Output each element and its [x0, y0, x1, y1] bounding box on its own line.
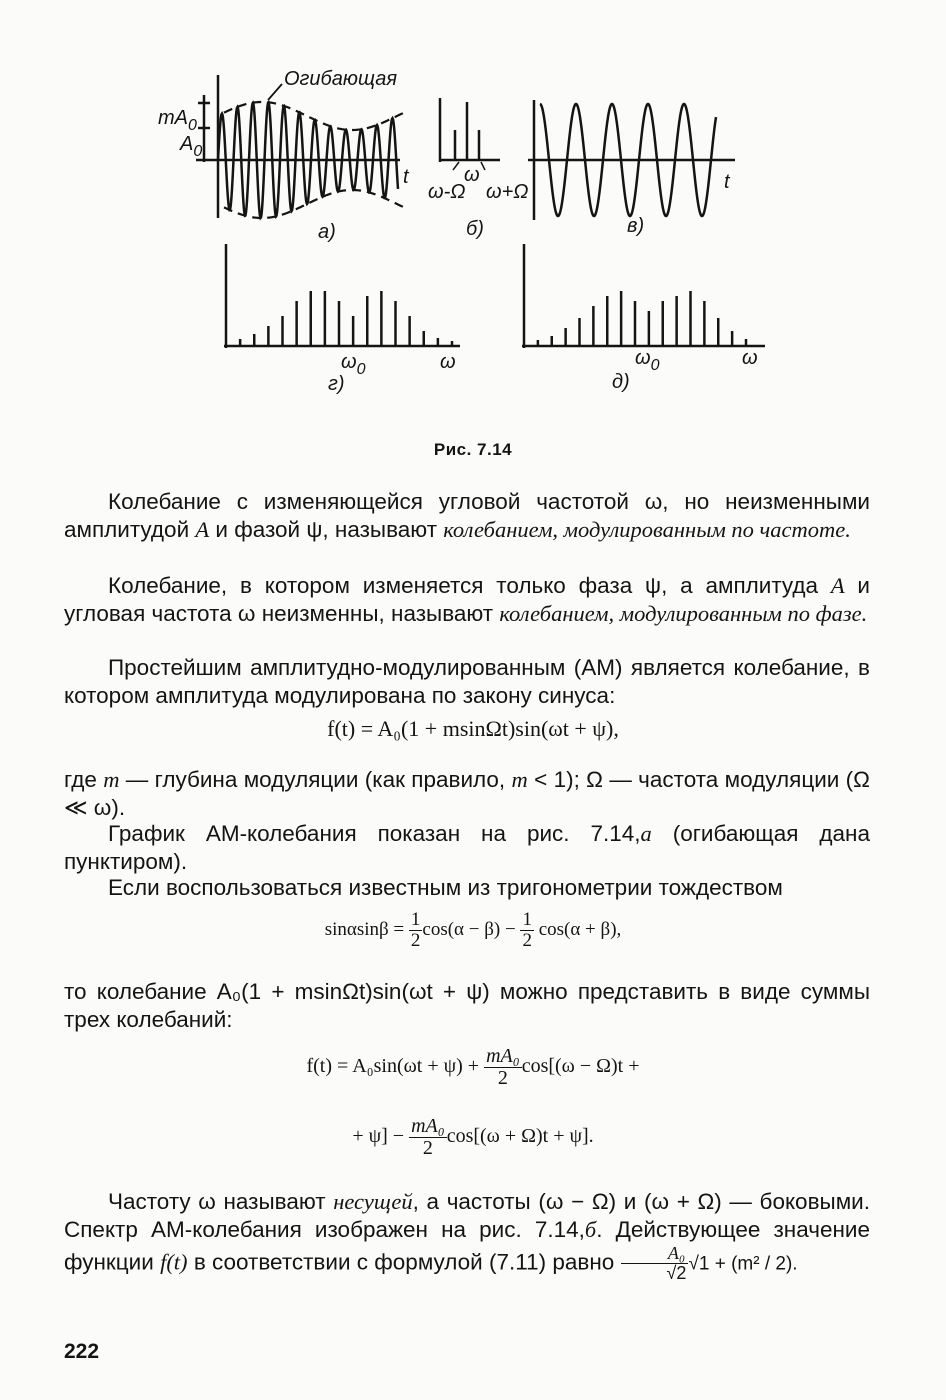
pointer-lower	[453, 162, 459, 170]
panel-g-bars	[240, 291, 452, 346]
formula-am-signal: f(t) = A₀(1 + msinΩt)sin(ωt + ψ),	[327, 716, 619, 741]
formula-expansion-line2: + ψ] − $\frac{\text{mA₀}}{2}$ cos[(ω + Ω)t + ψ].	[352, 1115, 594, 1159]
envelope-bottom	[224, 190, 408, 218]
formula-trig-identity: sinαsinβ = $\frac{1}{2}$ cos(α − β) − $\frac{1}{2}$ cos(α + β),	[324, 909, 622, 951]
envelope-pointer	[268, 84, 282, 100]
upper-sideband-label: ω+Ω	[486, 181, 529, 203]
figure-svg	[0, 0, 946, 430]
panel-a-am-signal	[158, 68, 410, 243]
pointer-upper	[481, 162, 485, 170]
panel-a-t-label: t	[403, 166, 409, 188]
panel-v-t-label: t	[724, 171, 730, 193]
figure-caption: Рис. 7.14	[433, 440, 513, 459]
panel-d-spectrum	[522, 244, 765, 393]
panel-v-label: в)	[627, 215, 645, 237]
mA0-label: $mA_0$	[158, 107, 197, 134]
formula-expansion-line1: f(t) = A₀sin(ωt + ψ) + $\frac{\text{mA₀}}{2}$ cos[(ω − Ω)t +	[306, 1045, 640, 1089]
panel-g-label: г)	[328, 373, 345, 395]
paragraph-identity-intro: Если воспользоваться известным из тригонометрии тождеством	[108, 875, 783, 900]
panel-d-omega-label: ω	[742, 347, 758, 369]
panel-d-label: д)	[612, 371, 630, 393]
paragraph-pm: Колебание, в котором изменяется только фаза ψ, а амплитуда A и угловая частота ω неизменны, называют колебанием, модулированным по фазе.	[64, 573, 870, 626]
paragraph-fm: Колебание с изменяющейся угловой частотой ω, но неизменными амплитудой A и фазой ψ, называют колебанием, модулированным по частоте.	[64, 489, 870, 542]
paragraph-graph-ref: График АМ-колебания показан на рис. 7.14,а (огибающая дана пунктиром).	[64, 821, 870, 874]
paragraph-modulation-depth: где m — глубина модуляции (как правило, m < 1); Ω — частота модуляции (Ω ≪ ω).	[64, 767, 870, 820]
envelope-label: Огибающая	[284, 68, 398, 90]
panel-b-omega-label: ω	[464, 164, 480, 186]
panel-g-spectrum	[224, 244, 460, 395]
paragraph-three-oscillations: то колебание A₀(1 + msinΩt)sin(ωt + ψ) можно представить в виде суммы трех колебаний:	[64, 979, 870, 1032]
A0-label: $A_0$	[180, 133, 203, 160]
page-number: 222	[64, 1340, 100, 1363]
figure-7-14	[0, 0, 946, 430]
panel-g-omega0-label: $\omega_0$	[341, 351, 366, 378]
panel-g-omega-label: ω	[440, 351, 456, 373]
panel-b-spectrum	[428, 98, 528, 240]
panel-d-bars	[538, 291, 746, 346]
panel-b-label: б)	[466, 218, 484, 240]
panel-d-omega0-label: $\omega_0$	[635, 347, 660, 374]
paragraph-am-intro: Простейшим амплитудно-модулированным (АМ) является колебание, в котором амплитуда модулирована по закону синуса:	[64, 655, 870, 708]
paragraph-carrier-sidebands: Частоту ω называют несущей, а частоты (ω − Ω) и (ω + Ω) — боковыми. Спектр АМ-колебания изображен на рис. 7.14,б. Действующее значение функции f(t) в соответствии с формулой (7.11) равно $\frac{\text{A₀}}{√2}$ √1 + (m² / 2).	[64, 1189, 870, 1283]
panel-a-label: а)	[318, 221, 336, 243]
panel-v-carrier	[528, 100, 735, 237]
lower-sideband-label: ω-Ω	[428, 181, 466, 203]
